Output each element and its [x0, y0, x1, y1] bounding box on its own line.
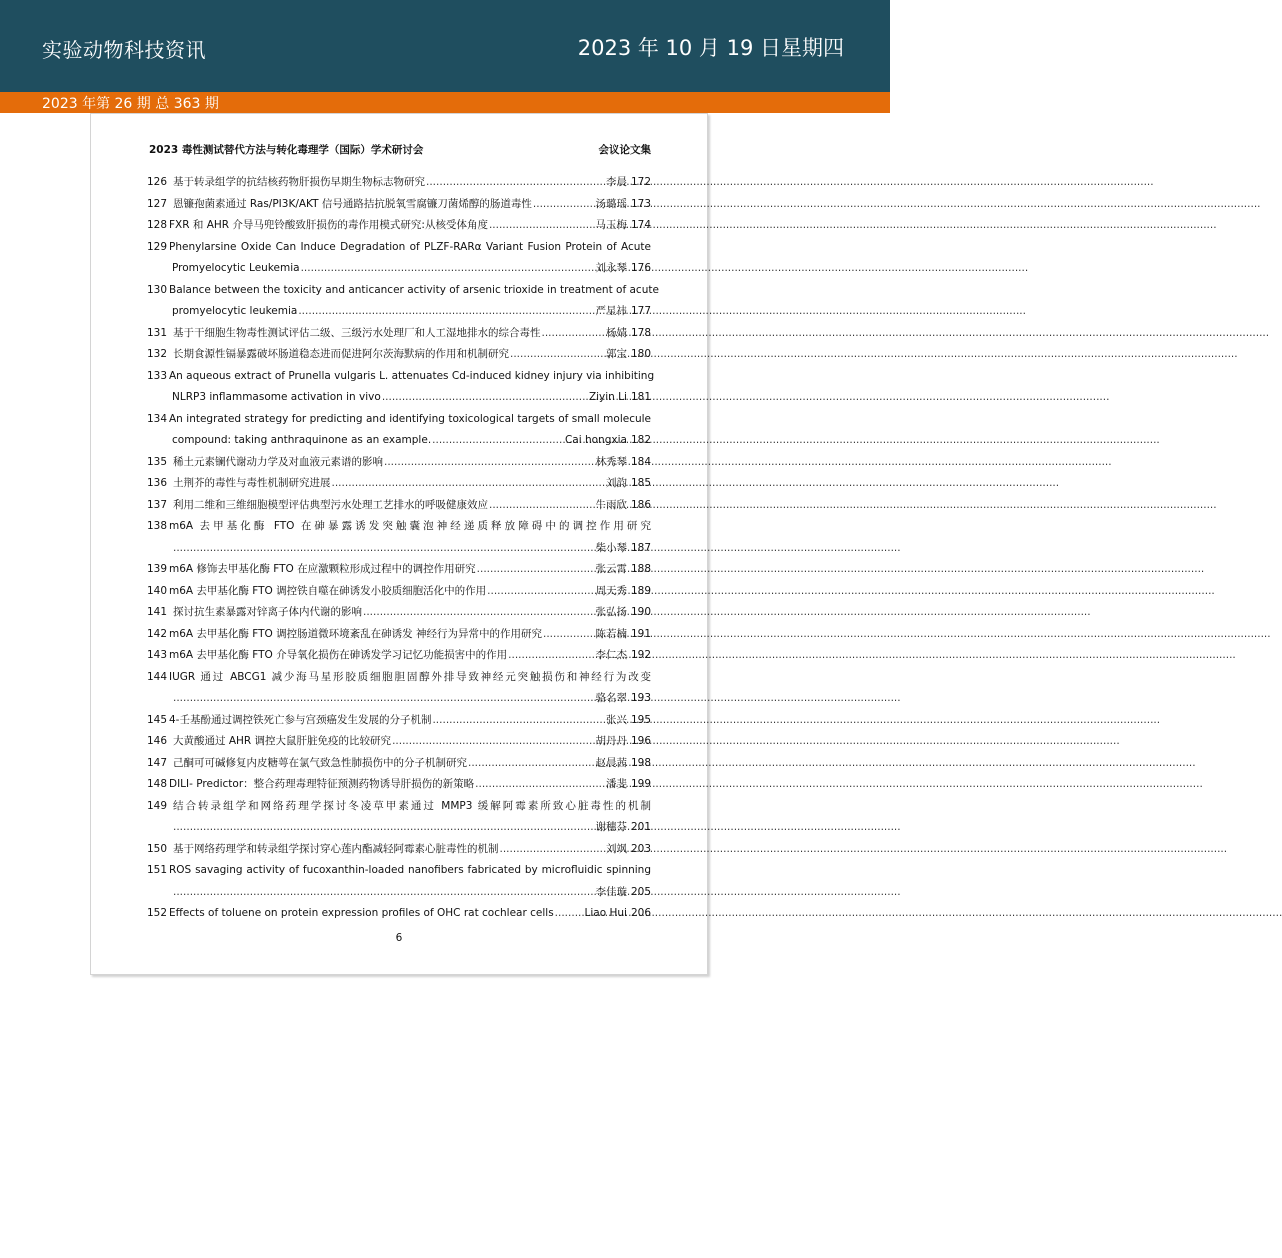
entry-author: 汤璐瑶 [595, 197, 627, 210]
toc-entry-continuation [147, 882, 651, 904]
entry-author: 刘韵 [605, 477, 627, 489]
entry-number: 133 [147, 369, 168, 382]
dot-leader [489, 215, 595, 237]
entry-page: 195 [630, 713, 651, 726]
entry-number: 130 [147, 283, 168, 296]
toc-entry [147, 581, 651, 603]
entry-author: 谢穗芬 [595, 821, 627, 833]
entry-number: 144 [147, 670, 168, 683]
dot-leader [173, 538, 594, 560]
dot-leader [173, 817, 594, 839]
entry-page: 176 [630, 262, 651, 274]
entry-author: Cai hongxia [564, 434, 627, 446]
issue-number: 2023 年第 26 期 总 363 期 [42, 96, 219, 112]
entry-number: 137 [147, 498, 168, 511]
publication-name: 实验动物科技资讯 [42, 38, 206, 62]
entry-page: 172 [630, 176, 651, 188]
dot-leader [555, 903, 584, 925]
toc-entry [147, 366, 655, 388]
entry-title: m6A 去甲基化酶 FTO 调控肠道微环境紊乱在砷诱发 神经行为异常中的作用研究 [169, 627, 542, 640]
dot-leader [508, 645, 594, 667]
toc-entry [147, 237, 651, 259]
entry-title: 结合转录组学和网络药理学探讨冬凌草甲素通过 MMP3 缓解阿霉素所致心脏毒性的机制 [173, 799, 651, 812]
entry-page: 196 [630, 735, 651, 747]
toc-entry [147, 860, 651, 882]
entry-author: 胡丹丹 [595, 735, 627, 747]
entry-author: 周天秀 [595, 584, 627, 597]
dot-leader [173, 882, 594, 904]
toc-entry-continuation [147, 258, 651, 280]
entry-page: 180 [630, 348, 651, 360]
proceedings-label: 会议论文集 [598, 144, 651, 156]
entry-author: Liao Hui [584, 907, 627, 919]
toc-entry-continuation [147, 387, 651, 409]
entry-page: 185 [630, 477, 651, 489]
entry-author: 潘斐 [605, 778, 627, 790]
entry-author: 李仁杰 [595, 649, 627, 661]
entry-title: 恩镰孢菌素通过 Ras/PI3K/AKT 信号通路拮抗脱氧雪腐镰刀菌烯醇的肠道毒性 [173, 197, 532, 210]
toc-entry [147, 710, 651, 732]
entry-page: 182 [630, 434, 651, 446]
dot-leader [489, 495, 594, 517]
top-banner [0, 0, 890, 92]
dot-leader [392, 731, 594, 753]
entry-number: 145 [147, 713, 168, 726]
dot-leader [487, 581, 594, 603]
dot-leader [363, 602, 594, 624]
entry-page: 177 [630, 305, 651, 317]
entry-page: 191 [630, 627, 651, 640]
entry-title: 基于网络药理学和转录组学探讨穿心莲内酯减轻阿霉素心脏毒性的机制 [173, 842, 499, 855]
entry-title-continued: compound: taking anthraquinone as an example. [172, 434, 432, 446]
entry-number: 146 [147, 735, 168, 747]
dot-leader [543, 624, 594, 646]
entry-title: FXR 和 AHR 介导马兜铃酸致肝损伤的毒作用模式研究:从核受体角度 [169, 219, 488, 231]
toc-entry [147, 323, 651, 345]
entry-title: An integrated strategy for predicting and identifying toxicological targets of small molecule [169, 412, 651, 425]
entry-title-continued: Promyelocytic Leukemia [172, 262, 300, 274]
toc-entry [147, 602, 651, 624]
conference-title: 2023 毒性测试替代方法与转化毒理学（国际）学术研讨会 [149, 144, 424, 156]
entry-page: 188 [630, 563, 651, 575]
entry-number: 150 [147, 842, 168, 855]
dot-leader [384, 452, 594, 474]
entry-title: 大黄酸通过 AHR 调控大鼠肝脏免疫的比较研究 [173, 735, 392, 747]
toc-entry [147, 344, 651, 366]
entry-page: 187 [630, 541, 651, 554]
dot-leader [426, 172, 605, 194]
entry-author: 张兴 [605, 713, 627, 726]
entry-page: 201 [630, 821, 651, 833]
entry-page: 184 [630, 455, 651, 468]
toc-entry [147, 215, 651, 237]
toc-entry [147, 645, 651, 667]
entry-number: 128 [147, 219, 168, 231]
entry-page: 190 [630, 606, 651, 618]
entry-title: m6A 去甲基化酶 FTO 在砷暴露诱发突触囊泡神经递质释放障碍中的调控作用研究 [169, 520, 651, 532]
dot-leader [510, 344, 605, 366]
entry-page: 181 [630, 391, 651, 403]
entry-title: IUGR 通过 ABCG1 减少海马星形胶质细胞胆固醇外排导致神经元突触损伤和神经行为改变 [169, 670, 651, 683]
entry-title: 4-壬基酚通过调控铁死亡参与宫颈癌发生发展的分子机制 [169, 713, 432, 726]
entry-title: 基于转录组学的抗结核药物肝损伤早期生物标志物研究 [173, 176, 425, 188]
entry-number: 138 [147, 520, 168, 532]
entry-page: 178 [630, 326, 651, 339]
dot-leader [500, 839, 605, 861]
toc-entry [147, 774, 651, 796]
dot-leader [468, 753, 594, 775]
entry-author: 张弘扬 [595, 606, 627, 618]
entry-number: 140 [147, 584, 168, 597]
toc-entry-continuation [147, 301, 651, 323]
entry-title: DILI- Predictor：整合药理毒理特征预测药物诱导肝损伤的新策略 [169, 778, 475, 790]
dot-leader [475, 774, 605, 796]
entry-author: 赵晨茜 [595, 756, 627, 769]
toc-entry [147, 194, 651, 216]
toc-entry [147, 839, 651, 861]
entry-title: 长期食源性镉暴露破坏肠道稳态进而促进阿尔茨海默病的作用和机制研究 [173, 348, 509, 360]
entry-number: 136 [147, 477, 168, 489]
entry-number: 135 [147, 455, 168, 468]
entry-number: 152 [147, 907, 168, 919]
toc-entry [147, 280, 659, 302]
entry-author: 牛雨欣 [595, 498, 627, 511]
toc-entry [147, 473, 651, 495]
toc-entry [147, 731, 651, 753]
entry-author: 骆名翠 [595, 692, 627, 704]
entry-number: 131 [147, 326, 168, 339]
entry-author: 刘飒 [605, 842, 627, 855]
entry-author: 柴小琴 [595, 541, 627, 554]
entry-page: 173 [630, 197, 651, 210]
entry-title: Balance between the toxicity and anticancer activity of arsenic trioxide in treatment of acute [169, 283, 659, 296]
dot-leader [432, 710, 604, 732]
toc-entry [147, 559, 651, 581]
entry-title: ROS savaging activity of fucoxanthin-loaded nanofibers fabricated by microfluidic spinning [169, 864, 651, 876]
entry-title: An aqueous extract of Prunella vulgaris L. attenuates Cd-induced kidney injury via inhibiting [169, 369, 655, 382]
entry-title: m6A 去甲基化酶 FTO 介导氧化损伤在砷诱发学习记忆功能损害中的作用 [169, 649, 508, 661]
entry-number: 139 [147, 563, 168, 575]
toc-entry [147, 903, 651, 925]
toc-entry-continuation [147, 538, 651, 560]
entry-page: 198 [630, 756, 651, 769]
toc-entry-continuation [147, 430, 651, 452]
toc-entry [147, 624, 651, 646]
entry-page: 206 [630, 907, 651, 919]
entry-page: 199 [630, 778, 651, 790]
entry-page: 205 [630, 885, 651, 898]
toc-entry [147, 667, 651, 689]
entry-number: 126 [147, 176, 168, 188]
entry-title: 探讨抗生素暴露对锌离子体内代谢的影响 [173, 606, 362, 618]
dot-leader [432, 430, 564, 452]
entry-title: Effects of toluene on protein expression profiles of OHC rat cochlear cells [169, 907, 554, 919]
entry-page: 203 [630, 842, 651, 855]
dot-leader [298, 301, 594, 323]
dot-leader [173, 688, 594, 710]
entry-author: 杨婧 [605, 326, 627, 339]
page-number: 6 [395, 932, 403, 944]
entry-number: 129 [147, 240, 168, 253]
toc-entry [147, 495, 651, 517]
issue-bar [0, 92, 890, 113]
entry-page: 174 [630, 219, 651, 231]
toc-entry [147, 172, 651, 194]
entry-title: m6A 修饰去甲基化酶 FTO 在应激颗粒形成过程中的调控作用研究 [169, 563, 476, 575]
entry-page: 193 [630, 692, 651, 704]
entry-title: Phenylarsine Oxide Can Induce Degradation of PLZF-RARα Variant Fusion Protein of Acute [169, 240, 651, 253]
toc-entry [147, 452, 651, 474]
entry-author: 林秀琴 [595, 455, 627, 468]
dot-leader [332, 473, 605, 495]
entry-title: 土荆芥的毒性与毒性机制研究进展 [173, 477, 331, 489]
document-page [90, 113, 708, 975]
entry-number: 143 [147, 649, 168, 661]
dot-leader [382, 387, 588, 409]
entry-title-continued: NLRP3 inflammasome activation in vivo [172, 391, 381, 403]
entry-author: 李晨 [605, 176, 627, 188]
entry-number: 147 [147, 756, 168, 769]
entry-author: 严星祎 [595, 305, 627, 317]
entry-title-continued: promyelocytic leukemia [172, 305, 298, 317]
entry-page: 192 [630, 649, 651, 661]
dot-leader [301, 258, 595, 280]
toc-entry [147, 409, 651, 431]
entry-number: 132 [147, 348, 168, 360]
entry-title: m6A 去甲基化酶 FTO 调控铁自噬在砷诱发小胶质细胞活化中的作用 [169, 584, 487, 597]
entry-author: 李佳璇 [595, 885, 627, 898]
entry-title: 利用二维和三维细胞模型评估典型污水处理工艺排水的呼吸健康效应 [173, 498, 488, 511]
toc-entry [147, 516, 651, 538]
dot-leader [477, 559, 595, 581]
toc-entry [147, 796, 651, 818]
entry-author: 郭宝 [605, 348, 627, 360]
entry-number: 151 [147, 864, 168, 876]
entry-author: Ziyin Li [588, 391, 627, 403]
toc-entry-continuation [147, 817, 651, 839]
entry-number: 127 [147, 197, 168, 210]
entry-number: 149 [147, 799, 168, 812]
entry-number: 142 [147, 627, 168, 640]
publication-date: 2023 年 10 月 19 日星期四 [577, 36, 844, 60]
entry-author: 陈若楠 [595, 627, 627, 640]
toc-entry-continuation [147, 688, 651, 710]
toc-entry [147, 753, 651, 775]
entry-page: 186 [630, 498, 651, 511]
entry-title: 基于干细胞生物毒性测试评估二级、三级污水处理厂和人工湿地排水的综合毒性 [173, 326, 541, 339]
entry-title: 己酮可可碱修复内皮糖萼在氯气致急性肺损伤中的分子机制研究 [173, 756, 467, 769]
entry-title: 稀土元素镧代谢动力学及对血液元素谱的影响 [173, 455, 383, 468]
entry-page: 189 [630, 584, 651, 597]
document-header [147, 142, 651, 158]
entry-author: 张云霄 [595, 563, 627, 575]
dot-leader [533, 194, 595, 216]
entry-number: 148 [147, 778, 168, 790]
dot-leader [542, 323, 605, 345]
entry-number: 134 [147, 412, 168, 425]
entry-author: 刘永琴 [595, 262, 627, 274]
table-of-contents [147, 172, 659, 925]
entry-author: 马玉梅 [595, 219, 627, 231]
entry-number: 141 [147, 606, 168, 618]
